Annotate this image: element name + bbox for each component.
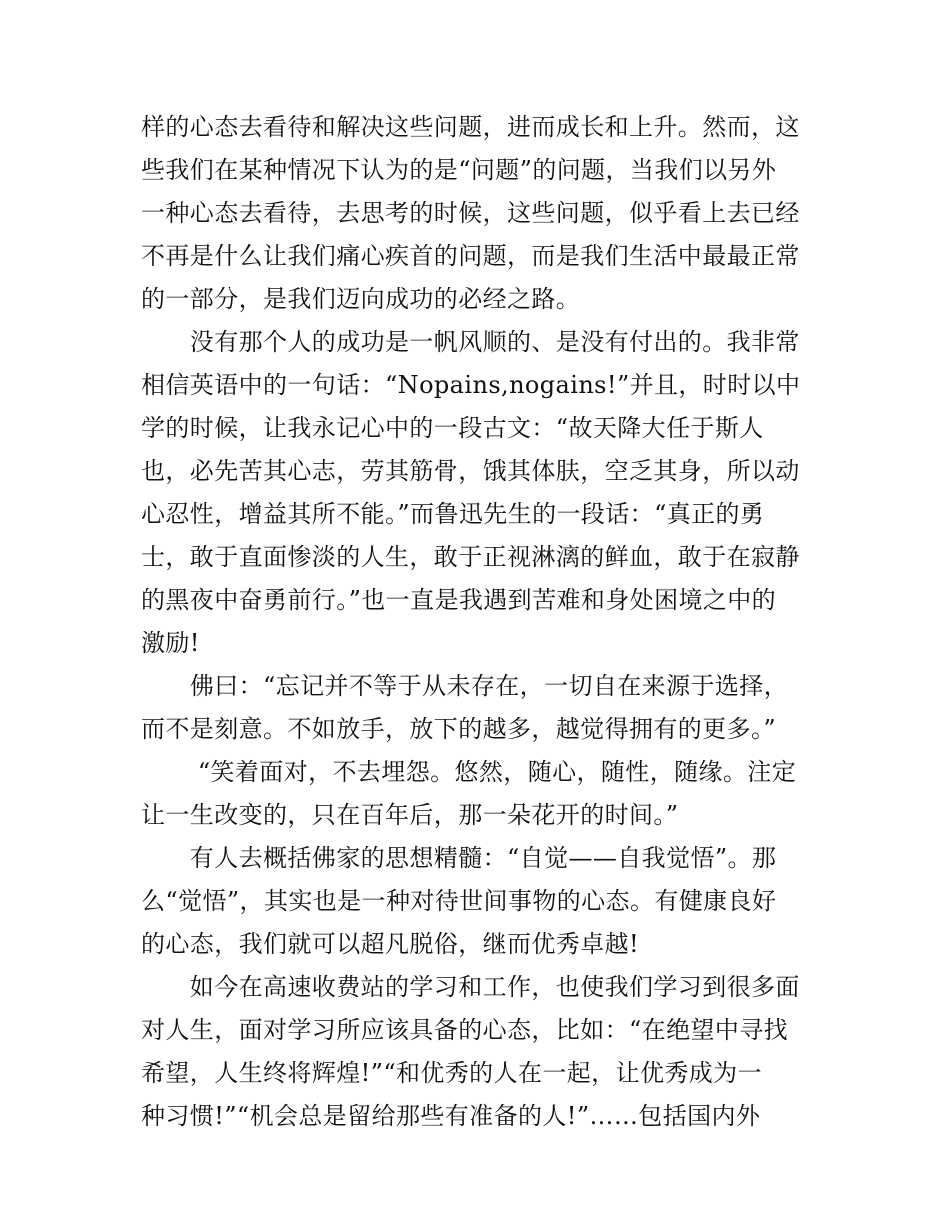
text-line: 士，敢于直面惨淡的人生，敢于正视淋漓的鲜血，敢于在寂静 — [141, 543, 800, 571]
text-line: 也，必先苦其心志，劳其筋骨，饿其体肤，空乏其身，所以动 — [141, 457, 800, 485]
text-line: 么“觉悟”，其实也是一种对待世间事物的心态。有健康良好 — [141, 887, 777, 915]
text-line: 的心态，我们就可以超凡脱俗，继而优秀卓越! — [141, 930, 640, 958]
text-line: 而不是刻意。不如放手，放下的越多，越觉得拥有的更多。” — [141, 715, 777, 743]
text-line: “笑着面对，不去埋怨。悠然，随心，随性，随缘。注定 — [141, 758, 797, 786]
text-line: 希望，人生终将辉煌!”“和优秀的人在一起，让优秀成为一 — [141, 1059, 762, 1087]
text-line: 一种心态去看待，去思考的时候，这些问题，似乎看上去已经 — [141, 199, 800, 227]
text-line: 学的时候，让我永记心中的一段古文：“故天降大任于斯人 — [141, 414, 764, 442]
text-line: 佛曰：“忘记并不等于从未存在，一切自在来源于选择， — [141, 672, 789, 700]
text-line: 激励! — [141, 629, 200, 657]
text-line: 种习惯!”“机会总是留给那些有准备的人!”……包括国内外 — [141, 1102, 761, 1130]
text-line: 的一部分，是我们迈向成功的必经之路。 — [141, 285, 581, 313]
text-line: 没有那个人的成功是一帆风顺的、是没有付出的。我非常 — [141, 328, 800, 356]
text-line: 有人去概括佛家的思想精髓：“自觉——自我觉悟”。那 — [141, 844, 777, 872]
text-line: 心忍性，增益其所不能。”而鲁迅先生的一段话：“真正的勇 — [141, 500, 765, 528]
text-line: 不再是什么让我们痛心疾首的问题，而是我们生活中最最正常 — [141, 242, 800, 270]
text-line: 对人生，面对学习所应该具备的心态，比如：“在绝望中寻找 — [141, 1016, 789, 1044]
text-line: 的黑夜中奋勇前行。”也一直是我遇到苦难和身处困境之中的 — [141, 586, 777, 614]
text-line: 相信英语中的一句话：“Nopains,nogains!”并且，时时以中 — [141, 371, 801, 399]
text-line: 让一生改变的，只在百年后，那一朵花开的时间。” — [141, 801, 679, 829]
text-line: 些我们在某种情况下认为的是“问题”的问题，当我们以另外 — [141, 156, 777, 184]
text-line: 如今在高速收费站的学习和工作，也使我们学习到很多面 — [141, 973, 800, 1001]
body-text — [141, 106, 813, 1138]
text-line: 样的心态去看待和解决这些问题，进而成长和上升。然而，这 — [141, 113, 800, 141]
